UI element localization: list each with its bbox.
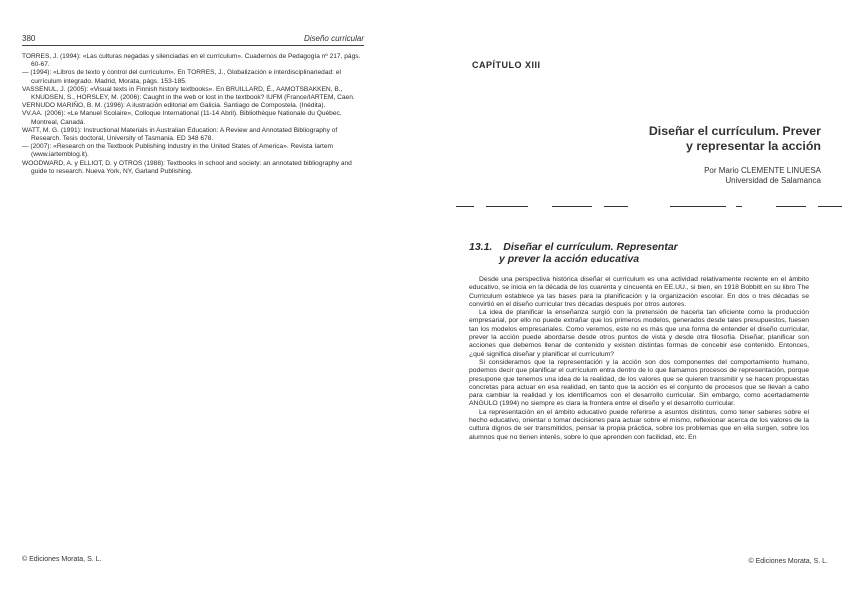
header-rule [22,45,364,46]
separator-rule [604,206,628,207]
section-heading [469,241,678,265]
page-footer: © Ediciones Morata, S. L. [22,556,102,563]
chapter-label: CAPÍTULO XIII [472,60,541,70]
reference-entry: VV.AA. (2006): «Le Manuel Scolaire», Colloque International (11-14 Abril). Bibliothèque Nationale du Québec. Montreal, Canadá. [22,110,342,126]
section-number: 13.1. [469,241,493,253]
reference-entry: TORRES, J. (1994): «Las culturas negadas y silenciadas en el currículum». Cuadernos de Pedagogía nº 217, págs. 60-67. [22,53,361,69]
section-title-line: y prever la acción educativa [499,253,640,265]
separator-rule [456,206,474,207]
section-title-line: Diseñar el currículum. Representar [503,241,678,253]
separator-rule [776,206,806,207]
page-footer: © Ediciones Morata, S. L. [748,558,828,565]
separator-rule [818,206,842,207]
paragraph: Desde una perspectiva histórica diseñar el currículum es una actividad relativamente reciente en el ámbito educativo, se inicia en la década de los cuarenta y cincuenta en EE.UU., si bien, en 1918 Bobbitt en su libro The Curriculum establece ya las bases para la planificación y la organización escolar. En dos o tres décadas se convirtió en el diseño curricular tres décadas después por otros autores. [469,276,809,308]
reference-entry: VERNUDO MARIÑO, B. M. (1996): A ilustración editorial em Galicia. Santiago de Compostela. (Inédita). [22,102,326,110]
reference-entry: WOODWARD, A. y ELLIOT, D. y OTROS (1988): Textbooks in school and society: an annotated bibliography and guide to research. Nueva York, NY, Garland Publishing. [22,159,352,175]
separator-rule [552,206,592,207]
reference-list [22,53,364,176]
author-name: Por Mario CLEMENTE LINUESA [704,166,821,175]
author-block [521,166,821,186]
reference-entry: — (2007): «Research on the Textbook Publishing Industry in the United States of America». Revista Iartem (www.iartemblog.it). [22,143,334,159]
author-affiliation: Universidad de Salamanca [725,176,821,185]
chapter-title [521,124,821,154]
reference-entry: VASSENUL, J. (2005): «Visual texts in Finnish history textbooks». En BRUILLARD, É., AAMOTSBAKKEN, B., KNUDSEN, S., HORSLEY, M. (2006): Caught in the web or lost in the textbook? IUFM (France/IARTEM, Caen. [22,85,355,102]
page-number: 380 [22,34,36,43]
body-text [469,276,809,442]
running-head: Diseño curricular [303,34,364,43]
separator-rule [486,206,528,207]
chapter-title-line: y representar la acción [686,139,821,153]
reference-entry: — (1994): «Libros de texto y control del currículum». En TORRES, J., Globalización e interdisciplinariedad: el currículum integrado. Madrid, Morata, págs. 153-185. [22,69,341,85]
paragraph: La idea de planificar la enseñanza surgió con la pretensión de hacerla tan eficiente como la producción empresarial, por ello no puede extrañar que los primeros modelos, generados desde tales presupuestos, fuesen tan los modelos empresariales. Como veremos, este no es más que una forma de entender el diseño curricular, prever la acción puede abordarse desde otros puntos de vista y desde otra filosofía. Diseñar, planificar son acciones que debemos llenar de contenido y existen distintas formas de concebir ese contenido. Entonces, ¿qué significa diseñar y planificar el currículum? [469,309,809,358]
paragraph: La representación en el ámbito educativo puede referirse a asuntos distintos, como tener saberes sobre el hecho educativo, orientar o tomar decisiones para actuar sobre el mismo, reflexionar acerca de los valores de la cultura dignos de ser transmitidos, pensar la propia práctica, sobre los problemas que en ella surgen, sobre los alumnos que no tienen interés, sobre lo que aprenden con facilidad, etc. En [469,408,809,441]
right-page [424,0,848,599]
separator-rule [670,206,726,207]
reference-entry: WATT, M. G. (1991): Instructional Materials in Australian Education: A Review and Annotated Bibliography of Research. Tesis doctoral, University of Tasmania. ED 348 678. [22,126,338,143]
separator-rule [736,206,742,207]
paragraph: Si consideramos que la representación y la acción son dos componentes del comportamiento humano, podemos decir que planificar el currículum entra dentro de lo que llamamos procesos de representación, porque presupone que tenemos una idea de la realidad, de los valores que se quieren transmitir y se hacen propuestas concretas para actuar en esa realidad, en tanto que la acción es el conjunto de procesos que se llevan a cabo para cambiar la realidad y los identificamos con el desarrollo curricular. Sin embargo, como acertadamente ANGULO (1994) no siempre es clara la frontera entre el diseño y el desarrollo curricular. [469,358,809,408]
chapter-title-line: Diseñar el currículum. Prever [648,124,821,138]
